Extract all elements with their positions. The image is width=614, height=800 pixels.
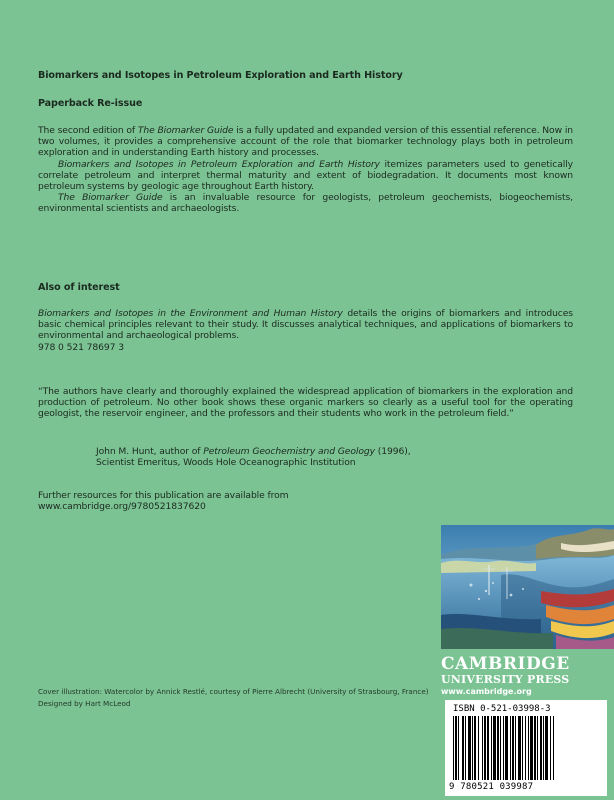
barcode-bar	[482, 716, 483, 780]
barcode-bar	[503, 716, 504, 780]
italic-title: Biomarkers and Isotopes in Petroleum Exploration and Earth History	[58, 158, 380, 170]
barcode-bar	[462, 716, 464, 780]
further-resources-text: Further resources for this publication are available from	[38, 490, 289, 501]
related-book	[38, 308, 573, 353]
barcode-bar	[525, 716, 526, 780]
text-span: details the origins of biomarkers and introduces basic chemical principles relevant to their study. It discusses analytical techniques, and applications of biomarkers to environmental and archaeological problems.	[38, 308, 573, 342]
text-span: The second edition of	[38, 125, 138, 136]
publisher-logo	[441, 655, 614, 698]
barcode-bar	[505, 716, 508, 780]
barcode-bar	[515, 716, 516, 780]
related-book-isbn: 978 0 521 78697 3	[38, 341, 124, 353]
cover-credits	[38, 686, 438, 710]
barcode-icon	[451, 716, 601, 782]
barcode-bar	[512, 716, 514, 780]
attribution-line-2: Scientist Emeritus, Woods Hole Oceanographic Institution	[96, 457, 356, 469]
further-resources	[38, 490, 458, 512]
cover-illustration	[441, 525, 614, 649]
further-resources-link[interactable]: www.cambridge.org/9780521837620	[38, 501, 206, 513]
isbn-label: ISBN 0-521-03998-3	[453, 704, 551, 714]
italic-title: Biomarkers and Isotopes in the Environment and Human History	[38, 308, 343, 319]
book-title: Biomarkers and Isotopes in Petroleum Exploration and Earth History	[38, 70, 403, 81]
barcode-bar	[468, 716, 471, 780]
barcode-bar	[472, 716, 473, 780]
text-span: (1996),	[374, 446, 411, 457]
barcode-bar	[545, 716, 548, 780]
barcode-bar	[550, 716, 551, 780]
barcode-bar	[455, 716, 457, 780]
barcode-bar	[537, 716, 538, 780]
text-span: itemizes parameters used to genetically correlate petroleum and interpret thermal maturity and extent of biodegradation. It documents most known petroleum systems by geologic age throughout Earth history.	[38, 158, 573, 193]
italic-title: Petroleum Geochemistry and Geology	[203, 446, 375, 457]
text-span: John M. Hunt, author of	[96, 446, 204, 457]
barcode-panel	[445, 700, 607, 796]
barcode-bar	[497, 716, 499, 780]
barcode-bar	[553, 716, 554, 780]
barcode-bar	[522, 716, 523, 780]
barcode-bar	[530, 716, 533, 780]
italic-title: The Biomarker Guide	[58, 192, 163, 204]
barcode-bar	[458, 716, 459, 780]
barcode-bar	[487, 716, 489, 780]
blurb-paragraph-2	[38, 159, 573, 193]
publisher-name: CAMBRIDGE	[441, 654, 570, 674]
designer-credit: Designed by Hart McLeod	[38, 699, 131, 708]
barcode-bar	[484, 716, 486, 780]
italic-title: The Biomarker Guide	[137, 125, 234, 136]
barcode-bar	[493, 716, 496, 780]
barcode-bar	[518, 716, 521, 780]
text-span: is a fully updated and expanded version of this essential reference. Now in two volumes, it provides a comprehensive account of the role that biomarker technology plays both in petroleum exploration and in understanding Earth history and processes.	[38, 125, 573, 159]
ean-digits: 9 780521 039987	[449, 782, 534, 792]
barcode-bar	[474, 716, 476, 780]
blurb-paragraph-1	[38, 125, 573, 159]
book-subtitle: Paperback Re-issue	[38, 98, 143, 109]
illustration-credit: Cover illustration: Watercolor by Annick Restlé, courtesy of Pierre Albrecht (University of Strasbourg, France)	[38, 687, 429, 696]
quote-attribution	[96, 446, 566, 468]
blurb	[38, 125, 573, 215]
barcode-bar	[528, 716, 529, 780]
blurb-paragraph-3	[38, 192, 573, 214]
related-book-description	[38, 308, 573, 342]
watercolor-illustration	[441, 525, 614, 649]
barcode-bar	[510, 716, 511, 780]
barcode-bar	[500, 716, 501, 780]
barcode-bar	[478, 716, 479, 780]
review-quote: “The authors have clearly and thoroughly explained the widespread application of biomarkers in the exploration and production of petroleum. No other book shows these organic markers so clearly as a useful tool for the operating geologist, the reservoir engineer, and the professors and their students who work in the petroleum field.”	[38, 386, 573, 420]
barcode-bar	[491, 716, 492, 780]
also-of-interest-heading: Also of interest	[38, 282, 120, 293]
publisher-url[interactable]: www.cambridge.org	[441, 687, 532, 696]
barcode-bar	[543, 716, 544, 780]
text-span: is an invaluable resource for geologists, petroleum geochemists, biogeochemists, environmental scientists and archaeologists.	[38, 192, 573, 215]
barcode-bar	[540, 716, 542, 780]
barcode-bar	[465, 716, 466, 780]
attribution-line-1	[96, 446, 566, 457]
barcode-bar	[534, 716, 536, 780]
publisher-subtitle: UNIVERSITY PRESS	[441, 673, 570, 686]
barcode-bar	[453, 716, 454, 780]
